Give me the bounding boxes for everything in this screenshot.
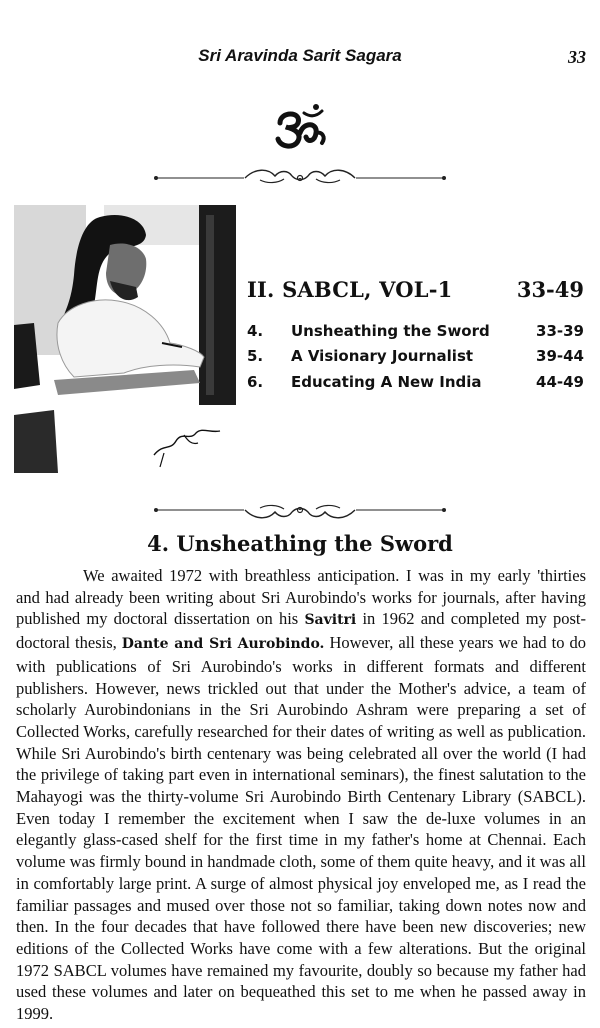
ornament-divider-bottom [150,502,450,522]
toc-pages: 44-49 [536,372,584,391]
section-page-range: 33-49 [516,277,584,302]
author-photo [14,205,236,473]
toc-row [247,344,584,370]
chapter-title: 4. Unsheathing the Sword [147,531,453,556]
section-heading: II. SABCL, VOL-1 [247,277,453,302]
om-icon [272,103,328,151]
toc-title: Unsheathing the Sword [291,321,490,340]
toc-row [247,369,584,395]
toc-title: A Visionary Journalist [291,347,474,366]
body-text-run: in 1962 and completed my post-doctoral thesis, [16,609,586,653]
toc-number: 6. [247,372,264,391]
toc-row [247,318,584,344]
book-title-dante: Dante and Sri Aurobindo. [121,636,325,653]
page-number: 33 [568,47,586,67]
toc-pages: 33-39 [536,321,584,340]
body-text-run: We awaited 1972 with breathless anticipation. I was in my early 'thirties and had already been writing about Sri Aurobindo's works for journals, after having published my doctoral dissertation on his [16,566,586,629]
toc-number: 5. [247,347,264,366]
ornament-divider-top [150,166,450,186]
toc-title: Educating A New India [291,372,482,391]
table-of-contents [247,318,584,395]
body-text-run: However, all these years we had to do with publications of Sri Aurobindo's works in different formats and different publishers. However, news trickled out that under the Mother's advice, a team of scholarly Aurobindonians in the Sri Aurobindo Ashram were preparing a set of Collected Works, carefully researched for their dates of writing as well as publication. While Sri Aurobindo's birth centenary was being celebrated all over the world (I had the privilege of taking part even in international seminars), the finest salutation to the Mahayogi was the thirty-volume Sri Aurobindo Birth Centenary Library (SABCL). Even today I remember the excitement when I saw the de-luxe volumes in an elegantly glass-cased shelf for the first time in my father's home at Chennai. Each volume was firmly bound in handmade cloth, some of them quite heavy, and it was all in comfortably large print. A surge of almost physical joy enveloped me, as I read the familiar passages and mused over those not so familiar, taking down notes now and then. In the four decades that have followed there have been new discoveries; new editions of the Collected Works have come with a few alterations. But the original 1972 SABCL volumes have remained my favourite, doubly so because my father had used these volumes and later on bequeathed this set to me when he passed away in 1999. [16,633,586,1024]
body-paragraph [16,565,586,1025]
toc-number: 4. [247,321,264,340]
running-header: Sri Aravinda Sarit Sagara [198,46,402,65]
toc-pages: 39-44 [536,347,584,366]
book-title-savitri: Savitri [304,612,357,629]
